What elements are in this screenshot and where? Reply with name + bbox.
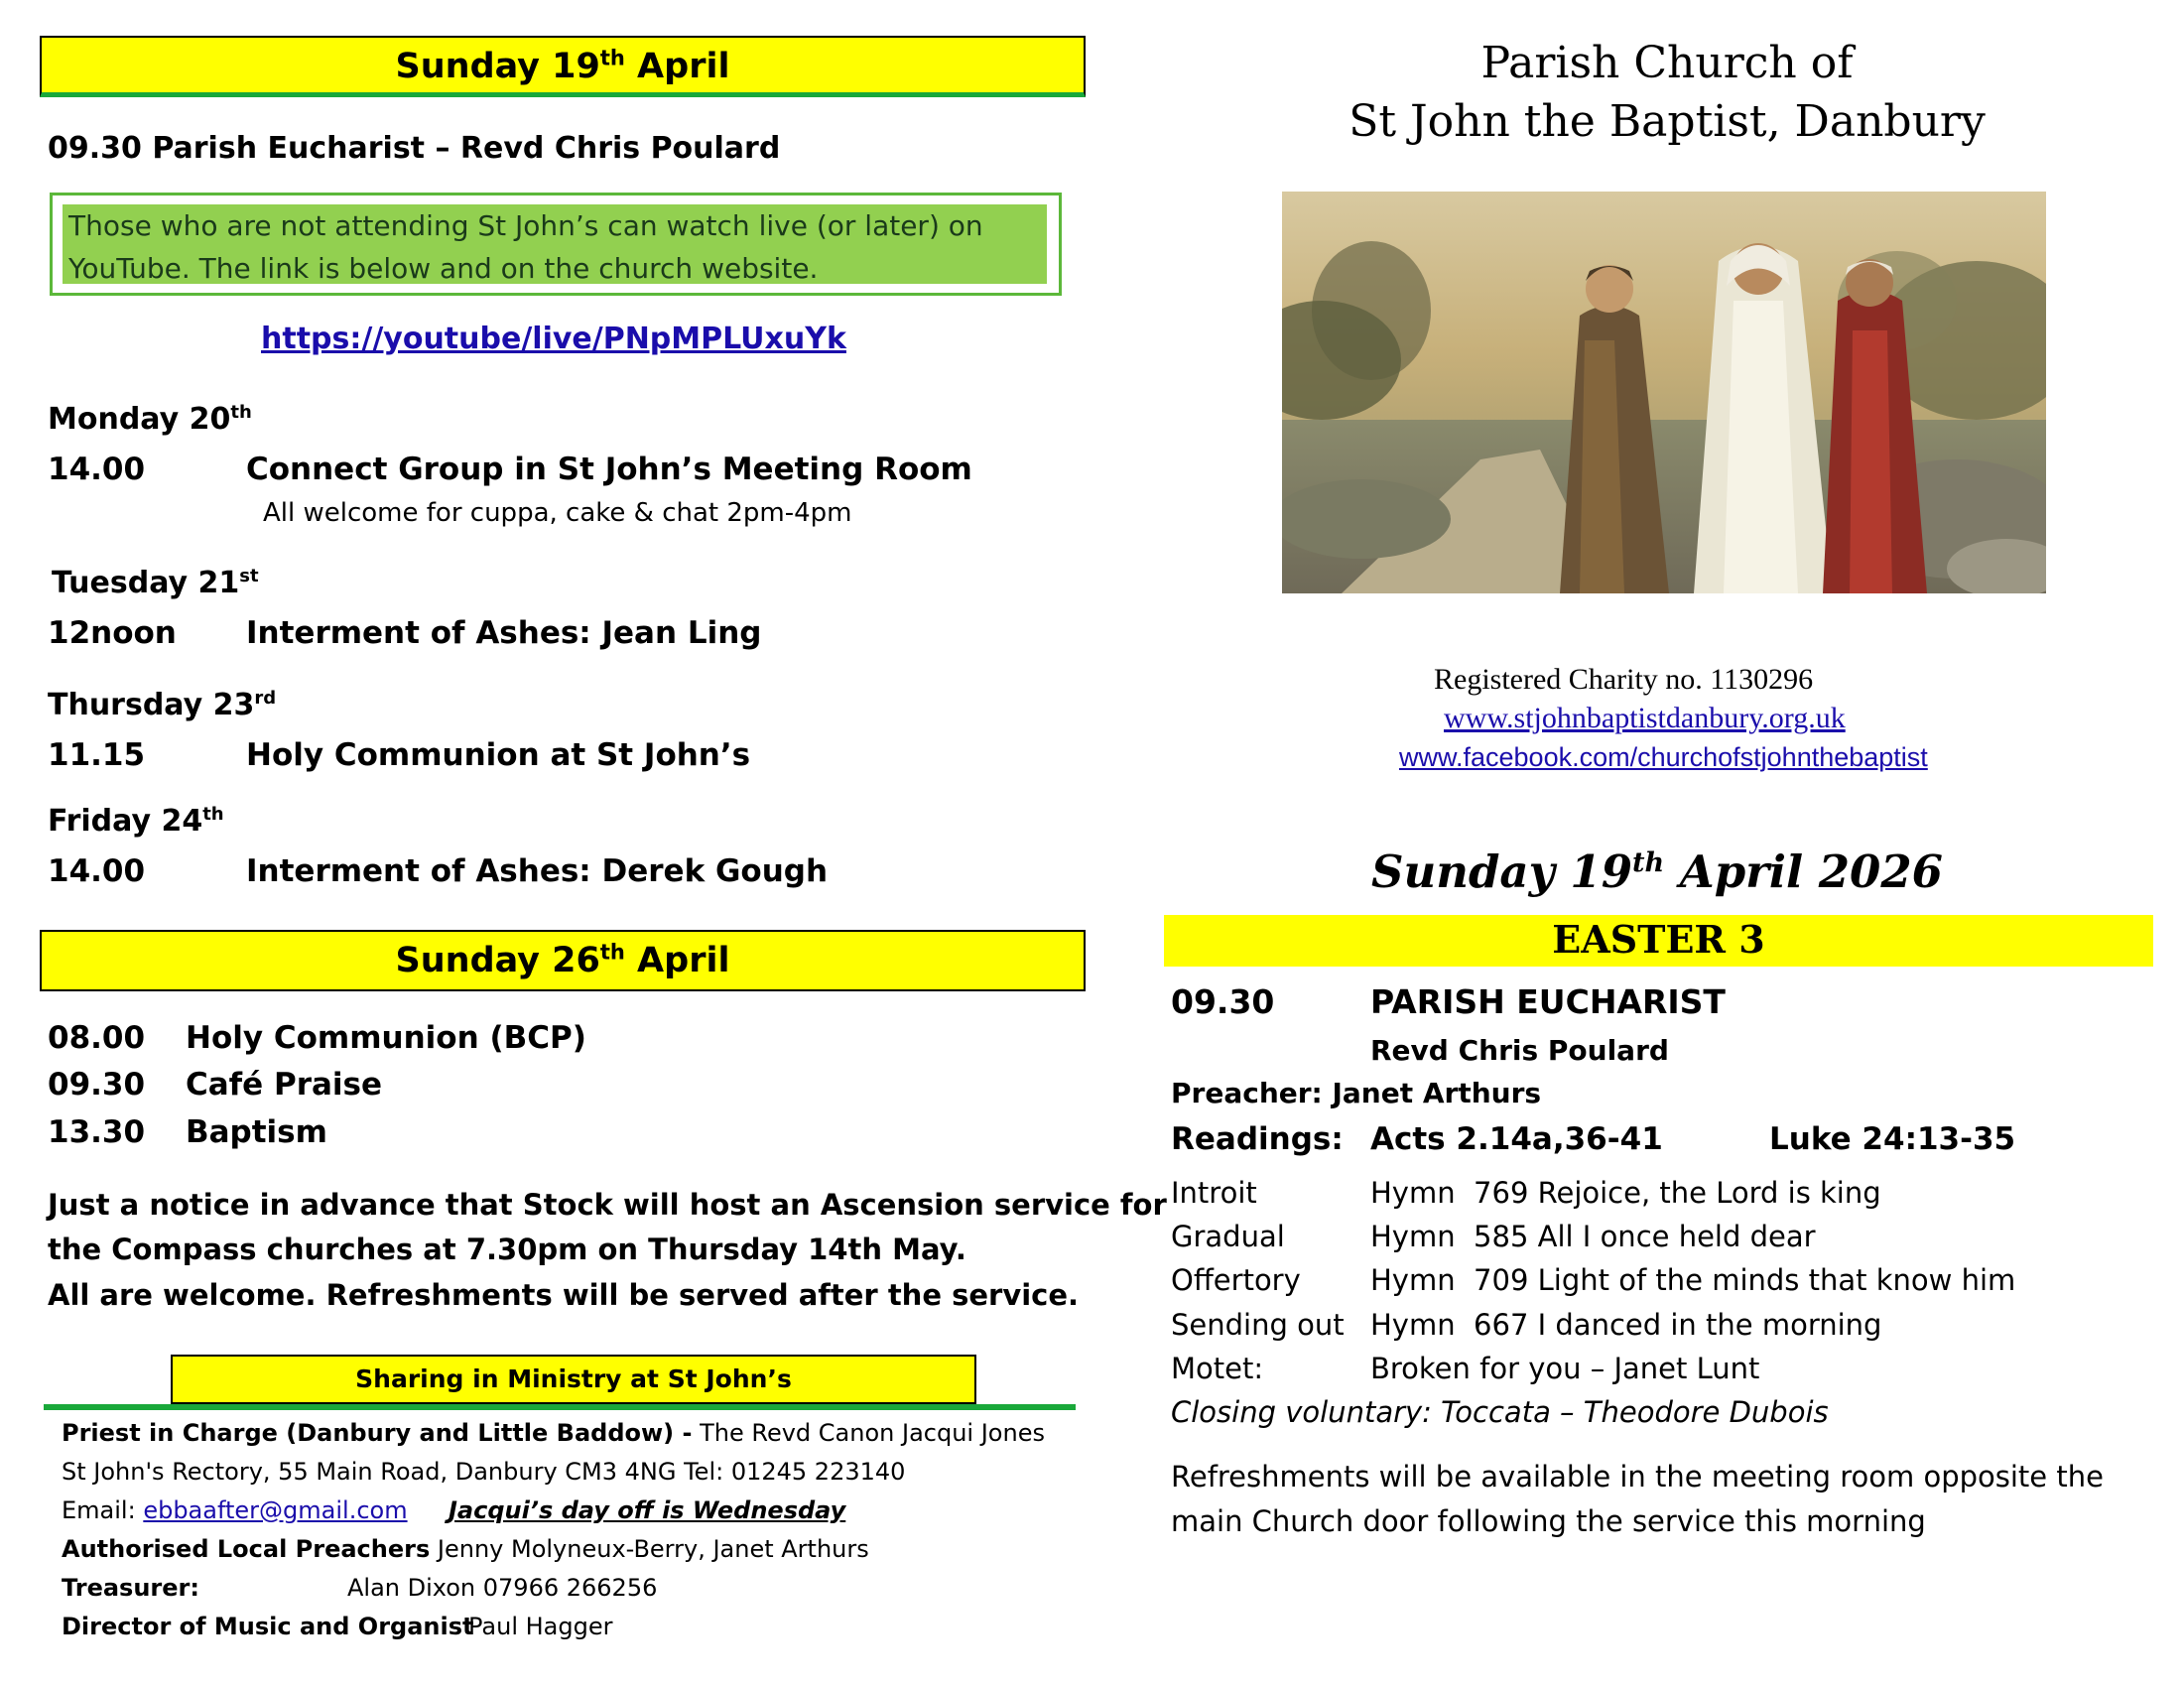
service-time: 09.30 [1171, 982, 1275, 1021]
music-label-2: Gradual [1171, 1220, 1285, 1253]
ministry-divider [44, 1404, 1076, 1410]
sunday-19-day: Sunday 19 [395, 47, 600, 86]
email-link[interactable]: ebbaafter@gmail.com [143, 1496, 408, 1524]
monday-event: Connect Group in St John’s Meeting Room [246, 452, 972, 487]
charity-number: Registered Charity no. 1130296 [1434, 663, 1814, 696]
sunday-26-header: Sunday 26th April [40, 930, 1086, 991]
monday-heading: Monday 20th [48, 402, 252, 437]
sunday26-event-1: Holy Communion (BCP) [186, 1020, 586, 1056]
celebrant: Revd Chris Poulard [1370, 1034, 1669, 1067]
refreshments-line-1: Refreshments will be available in the meeting room opposite the [1171, 1460, 2104, 1493]
tuesday-heading: Tuesday 21st [52, 566, 259, 600]
treasurer-name: Alan Dixon 07966 266256 [347, 1574, 658, 1602]
preachers-line: Authorised Local Preachers Jenny Molyneux-Berry, Janet Arthurs [62, 1535, 869, 1563]
sunday26-event-3: Baptism [186, 1114, 327, 1150]
monday-note: All welcome for cuppa, cake & chat 2pm-4pm [263, 498, 852, 528]
sunday-19-sup: th [599, 46, 625, 70]
motet: Broken for you – Janet Lunt [1370, 1352, 1760, 1385]
closing-voluntary: Closing voluntary: Toccata – Theodore Dubois [1171, 1395, 1829, 1429]
eucharist-line: 09.30 Parish Eucharist – Revd Chris Poulard [48, 131, 781, 166]
music-label-4: Sending out [1171, 1308, 1345, 1342]
priest-label: Priest in Charge (Danbury and Little Baddow) - [62, 1419, 693, 1447]
rectory-address: St John's Rectory, 55 Main Road, Danbury CM3 4NG Tel: 01245 223140 [62, 1458, 906, 1486]
email-line: Email: ebbaafter@gmail.com [62, 1496, 408, 1524]
monday-time: 14.00 [48, 452, 146, 487]
ministry-header: Sharing in Ministry at St John’s [171, 1355, 976, 1404]
sunday-19-header [40, 36, 1086, 97]
music-hymn-2: Hymn 585 All I once held dear [1370, 1220, 1816, 1253]
notice-line-1: Those who are not attending St John’s can watch live (or later) on [68, 209, 983, 242]
music-label: Director of Music and Organist [62, 1613, 474, 1640]
date-heading: Sunday 19th April 2026 [1371, 845, 1943, 898]
friday-time: 14.00 [48, 853, 146, 889]
thursday-heading: Thursday 23rd [48, 688, 277, 722]
music-hymn-1: Hymn 769 Rejoice, the Lord is king [1370, 1176, 1881, 1210]
sunday26-time-3: 13.30 [48, 1114, 146, 1150]
music-name: Paul Hagger [468, 1613, 613, 1640]
friday-event: Interment of Ashes: Derek Gough [246, 853, 829, 889]
ascension-line-1: Just a notice in advance that Stock will host an Ascension service for [48, 1188, 1167, 1222]
service-name: PARISH EUCHARIST [1370, 982, 1726, 1021]
day-off: Jacqui’s day off is Wednesday [449, 1496, 846, 1524]
priest-line [62, 1419, 1045, 1447]
reading-1: Acts 2.14a,36-41 [1370, 1121, 1663, 1157]
priest-name: The Revd Canon Jacqui Jones [692, 1419, 1045, 1447]
tuesday-time: 12noon [48, 615, 177, 651]
sunday26-event-2: Café Praise [186, 1067, 383, 1103]
road-to-emmaus-painting [1282, 192, 2046, 593]
friday-heading: Friday 24th [48, 804, 224, 839]
music-hymn-4: Hymn 667 I danced in the morning [1370, 1308, 1882, 1342]
church-name-line-1: Parish Church of [1480, 38, 1854, 88]
sunday-19-month: April [624, 47, 730, 86]
music-label-3: Offertory [1171, 1263, 1301, 1297]
tuesday-event: Interment of Ashes: Jean Ling [246, 615, 762, 651]
thursday-time: 11.15 [48, 737, 146, 773]
preacher: Preacher: Janet Arthurs [1171, 1077, 1542, 1109]
readings-label: Readings: [1171, 1121, 1344, 1157]
sunday26-time-1: 08.00 [48, 1020, 146, 1056]
reading-2: Luke 24:13-35 [1769, 1121, 2016, 1157]
notice-line-2: YouTube. The link is below and on the church website. [68, 252, 819, 285]
facebook-link[interactable]: www.facebook.com/churchofstjohnthebaptist [1399, 742, 1928, 772]
refreshments-line-2: main Church door following the service this morning [1171, 1504, 1926, 1538]
sunday26-time-2: 09.30 [48, 1067, 146, 1103]
easter-title: EASTER 3 [1552, 917, 1765, 962]
ascension-line-2: the Compass churches at 7.30pm on Thursday 14th May. [48, 1233, 966, 1266]
thursday-event: Holy Communion at St John’s [246, 737, 751, 773]
ascension-line-3: All are welcome. Refreshments will be served after the service. [48, 1278, 1080, 1312]
music-hymn-3: Hymn 709 Light of the minds that know him [1370, 1263, 2016, 1297]
church-name-line-2: St John the Baptist, Danbury [1349, 96, 1986, 147]
website-link[interactable]: www.stjohnbaptistdanbury.org.uk [1444, 702, 1846, 734]
treasurer-label: Treasurer: [62, 1574, 199, 1602]
youtube-link[interactable]: https://youtube/live/PNpMPLUxuYk [261, 322, 846, 356]
motet-label: Motet: [1171, 1352, 1264, 1385]
music-label-1: Introit [1171, 1176, 1257, 1210]
youtube-notice-box [50, 193, 1062, 296]
